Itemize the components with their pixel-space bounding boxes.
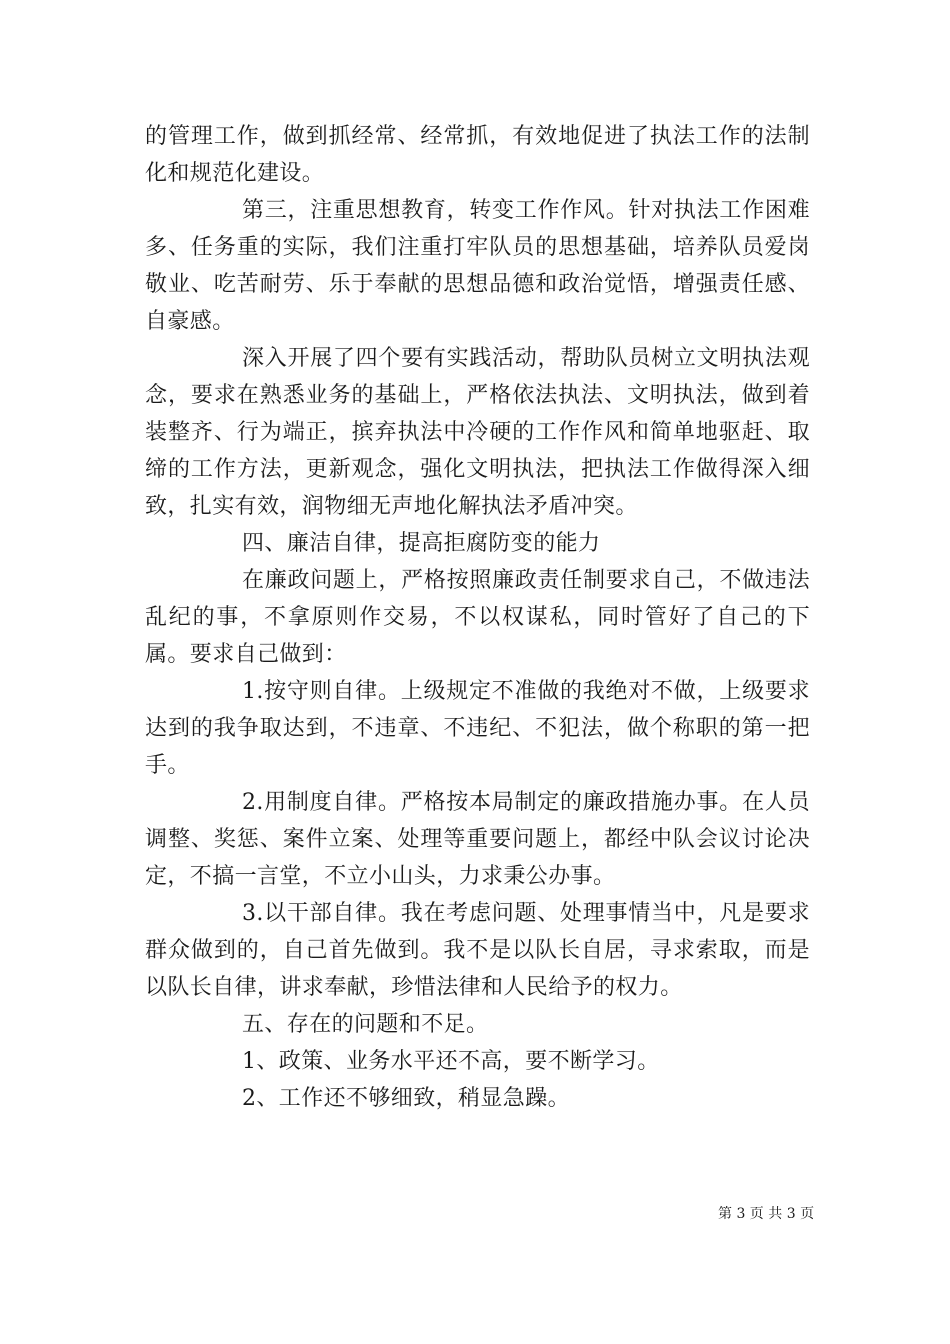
- list-item-rule-discipline: 1.按守则自律。上级规定不准做的我绝对不做，上级要求达到的我争取达到，不违章、不违纪、不犯法，做个称职的第一把手。: [145, 679, 810, 778]
- list-item-problem-1: 1、政策、业务水平还不高，要不断学习。: [242, 1049, 660, 1074]
- section-heading-integrity: 四、廉洁自律，提高拒腐防变的能力: [242, 531, 601, 556]
- paragraph-continuation: 的管理工作，做到抓经常、经常抓，有效地促进了执法工作的法制化和规范化建设。: [145, 124, 810, 186]
- page-number-footer: 第 3 页 共 3 页: [718, 1206, 815, 1222]
- paragraph-third-point: 第三，注重思想教育，转变工作作风。针对执法工作困难多、任务重的实际，我们注重打牢队员的思想基础，培养队员爱岗敬业、吃苦耐劳、乐于奉献的思想品德和政治觉悟，增强责任感、自豪感。: [145, 198, 810, 334]
- section-heading-problems: 五、存在的问题和不足。: [242, 1012, 489, 1037]
- list-item-problem-2: 2、工作还不够细致，稍显急躁。: [242, 1086, 570, 1111]
- paragraph-integrity-intro: 在廉政问题上，严格按照廉政责任制要求自己，不做违法乱纪的事，不拿原则作交易，不以权谋私，同时管好了自己的下属。要求自己做到：: [145, 568, 810, 667]
- paragraph-practice-activities: 深入开展了四个要有实践活动，帮助队员树立文明执法观念，要求在熟悉业务的基础上，严格依法执法、文明执法，做到着装整齐、行为端正，摈弃执法中冷硬的工作作风和简单地驱赶、取缔的工作方法，更新观念，强化文明执法，把执法工作做得深入细致，扎实有效，润物细无声地化解执法矛盾冲突。: [145, 346, 810, 519]
- list-item-system-discipline: 2.用制度自律。严格按本局制定的廉政措施办事。在人员调整、奖惩、案件立案、处理等重要问题上，都经中队会议讨论决定，不搞一言堂，不立小山头，力求秉公办事。: [145, 790, 810, 889]
- list-item-cadre-discipline: 3.以干部自律。我在考虑问题、处理事情当中，凡是要求群众做到的，自己首先做到。我不是以队长自居，寻求索取，而是以队长自律，讲求奉献，珍惜法律和人民给予的权力。: [145, 901, 810, 1000]
- document-body: [145, 118, 810, 1117]
